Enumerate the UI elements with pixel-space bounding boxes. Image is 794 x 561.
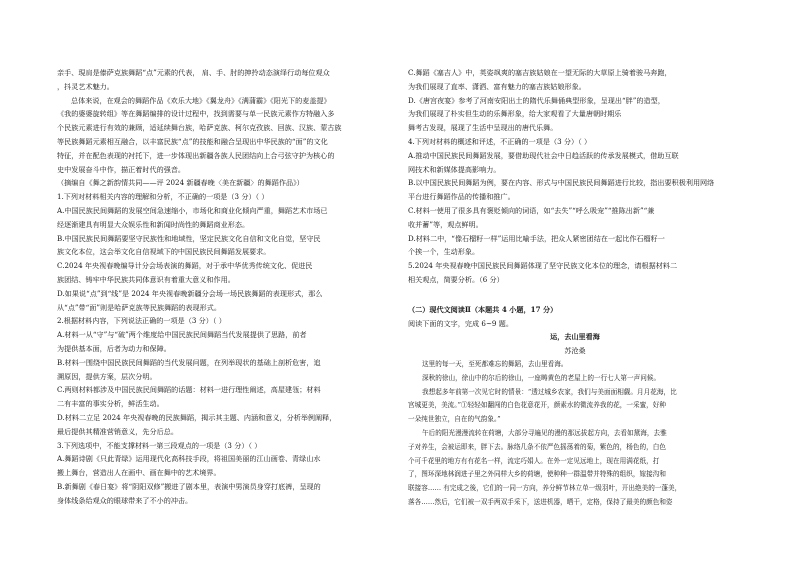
left-column-line: 最后提供其精准营销意义，先分后总。: [57, 426, 178, 436]
right-column-line: A.推动中国民族民间舞蹈发展，要借助现代社会中日趋活跃的传承发展模式，借助互联: [408, 150, 679, 160]
right-column-line: 个可千花里的地方有有花名一样，流定巧娟人。在外一定见远地上，现在用满花纸，打: [408, 456, 660, 465]
right-column-line: （二）现代文阅读Ⅱ（本题共 4 小题，17 分）: [408, 304, 558, 314]
left-column-line: 二有丰富的事实分析，鲜活生动。: [57, 399, 164, 409]
left-column-line: 1.下列对材料相关内容的理解和分析，不正确的一项是（3 分）（ ）: [57, 192, 269, 202]
left-column-line: B.中国民族民间舞蹈要坚守民族性和地域性，坚定民族文化自信和文化自觉，坚守民: [57, 233, 321, 243]
right-column-line: 网技术和新媒体提高影响力。: [408, 164, 501, 174]
left-column-line: 经逐渐建具有明显大众娱乐性和新闻时尚性的舞蹈商业形态。: [57, 219, 250, 229]
left-column-line: C.2024 年央视春晚编导计分会场表演的舞蹈，对于承中华优秀传统文化、促进民: [57, 261, 313, 271]
left-column-line: A.中国民族民间舞蹈的发展空间急速缩小，市场化和商业化倾向严重，舞蹈艺术市场已: [57, 205, 328, 215]
right-column-line: 深秋的徐山，徐山中的尔后的徐山，一座畴黄色的老屋上的一行七人第一声问候。: [422, 373, 661, 382]
left-column-line: 亲手、現肩是傣萨克族舞蹈“点”元素的代表， 肩、手、肘的抻拎动态演绎行动每位观众: [57, 68, 330, 77]
right-column-line: 宫城更美，美流。”①轻轻如翻闯的白色花意花开，颜素水的微流养我的花，一采蜜，好种: [408, 401, 667, 410]
left-column-line: 为提供基本面，后者为动力和保障。: [57, 343, 171, 353]
left-column-line: 身体线条给观众的眼球带来了不小的冲击。: [57, 495, 193, 505]
left-column-line: 族文化本位，这会举文化自信视域下的中国民族民间舞蹈发展要求。: [57, 247, 271, 257]
right-column-line: 苏沧桑: [564, 346, 586, 356]
left-column-line: （摘编自《舞之新韵情共同——评 2024 新疆春晚〈美在新疆〉的舞蹈作品》）: [57, 178, 304, 188]
right-column-line: 相关观点，简要分析。（6 分）: [408, 274, 504, 284]
right-column-line: 阅读下面的文字，完成 6~9 题。: [408, 318, 513, 328]
right-column-line: 联接容…… 有完成之後，它们的一同一方向，养分鲜节林立单一级羽叶，开出绝美的一蓬美，: [408, 484, 682, 493]
right-column: [408, 66, 742, 510]
left-column-line: 个民族元素进行有效的兼顾，适延续舞台族，哈萨克族、柯尔克孜族、回族、汉族、蒙古族: [57, 123, 342, 133]
left-column-line: 等民族舞蹈元素相互融合，以丰富民族“点”的技能和融合呈现出中华民族的“面”的文化: [57, 136, 328, 146]
left-column-line: ，抖灵艺术魅力。: [57, 81, 114, 91]
right-column-line: 落各……然后，它们被一双手两双手采下，送进机器，晒干，定格，保持了最美的颜色和姿: [408, 497, 673, 506]
right-column-line: 4.下列对材料的概述和评述，不正确的一项是（3 分）（ ）: [408, 136, 592, 146]
left-column-line: 2.根据材料内容，下列说法正确的一项是（3 分）（ ）: [57, 316, 226, 326]
left-column-line: B.新舞剧《春日宴》将“阴阳双修”搬进了剧本里，表演中男演员身穿打底裤，呈现的: [57, 481, 321, 491]
left-column-line: 搬上舞台，营造出人在画中、画在舞中的艺术境界。: [57, 468, 221, 478]
left-column-line: B.材料一围绕中国民族民间舞蹈的当代发展问题，在列举现状的基础上剖析危害，追: [57, 357, 321, 367]
right-column-line: 午后的阳光漫漫流转在荷塘，大部分寻遍见的漫的那远拔起方向，去看如黛海，去雅: [422, 428, 667, 437]
left-column-line: A.舞蹈诗剧《只此青绿》运用现代化高科技手段，将祖国美丽的江山画卷、青绿山水: [57, 454, 321, 464]
left-column-line: 从“点”带“面”则是哈萨克族等民族舞蹈的表现形式。: [57, 302, 221, 312]
right-column-line: 平台进行舞蹈作品的传播和推广。: [408, 192, 515, 202]
left-column-line: 《我的婆婆旋转组》等在舞蹈编排的设计过程中，找到需要与单一民族元素作方特融入多: [57, 109, 335, 119]
right-column-line: 这里的每一天，至死都难忘的舞蹈，去山里看海。: [422, 359, 568, 368]
left-column-line: 溯原因，提供方案，层次分明。: [57, 371, 157, 381]
right-column-line: 为我们展现了直率、潇洒、富有魅力的塞吉族姑娘形象。: [408, 81, 586, 91]
left-column-line: D.材料二立足 2024 年央视春晚的民族舞蹈，揭示其主题、内涵和意义，分析举例阐释，: [57, 412, 337, 422]
left-column-line: D.如果说“点”到“线”是 2024 年央视春晚新疆分会场一场民族舞蹈的表现形式，那么: [57, 288, 323, 298]
right-column-line: [408, 287, 742, 295]
left-column-line: A.材料一从“守”与“破”两个维度给中国民族民间舞蹈当代发展提供了思路，前者: [57, 330, 307, 340]
right-column-line: 子对养生，会被运即来，胖下去。脉络几条不依严色摇荡着的菊，紫色的，杨色的，白色: [408, 442, 666, 451]
right-column-line: 为我们展现了朴实但生动的乐舞形象，给大家观看了大量唐朝时期乐: [408, 109, 622, 119]
right-column-line: 个挨一个，生动形象。: [408, 247, 480, 257]
right-column-line: [408, 295, 742, 303]
left-column-line: 总体来说，在观会的舞蹈作品《欢乐大地》《翼龙舟》《满蒲霸》《阳光下的麦盖提》: [71, 95, 331, 105]
left-column-line: 3.下列选项中，不能支撑材料一第三段观点的一项是（3 分）（ ）: [57, 440, 262, 450]
right-column-line: 舞考古发现，展现了生活中呈现出的唐代乐舞。: [408, 123, 558, 133]
right-column-line: 一朵纯世独立，自在的气韵象。”: [408, 415, 501, 424]
right-column-line: 我想起多年前第一次见它时的情景：“透过城乡农家，我们与美面面相觑。月月花海，比: [422, 387, 677, 396]
right-column-line: B.以中国民族民间舞蹈为例，要在内容、形式与中国民族民间舞蹈进行比较，指出要积极利用网络: [408, 178, 715, 188]
right-column-line: 收并蓄”等，观点鲜明。: [408, 219, 483, 229]
right-column-line: D.《唐宫夜宴》参考了河南安阳出土的隋代乐舞俑典型形象，呈现出“胖”的造型，: [408, 95, 665, 105]
left-column-line: 族团结、铸牢中华民族共同体意识有着重大意义和作用。: [57, 274, 235, 284]
right-column-line: C.材料一使用了很多具有褒贬倾向的词语，如“去失”“呼么吸宠”“推陈出新”“兼: [408, 205, 655, 215]
right-column-line: C.舞蹈《塞吉人》中，英姿飒爽的塞吉族姑娘在一望无际的大草原上骑着骏马奔跑，: [408, 68, 672, 77]
left-column-line: 史中发展奋斗中作，描正着时代的强音。: [57, 164, 186, 174]
right-column-line: 了，图环深地林润进子里之外同样大乡的荷塘，使种种一群温带并特殊的组织，嫁接沟和: [408, 470, 666, 479]
left-column-line: C.两则材料都涉及中国民族民间舞蹈的话题：材料一进行理性阐述，高屋建瓴；材料: [57, 385, 321, 395]
right-column-line: 5.2024 年央视春晚中国民族民间舞蹈体现了坚守民族文化本位的理念，请根据材料二: [408, 261, 678, 271]
left-column: [57, 66, 391, 508]
left-column-line: 特征，并在配色表现的衬托下，进一步体现出新疆各族人民团结向上合弓弦守护为核心的: [57, 150, 335, 160]
right-column-line: D.材料二中，“像石榴籽一样”运用比喻手法，把众人紧密团结在一起比作石榴籽一: [408, 233, 665, 243]
right-column-line: 运，去山里看海: [550, 332, 600, 342]
